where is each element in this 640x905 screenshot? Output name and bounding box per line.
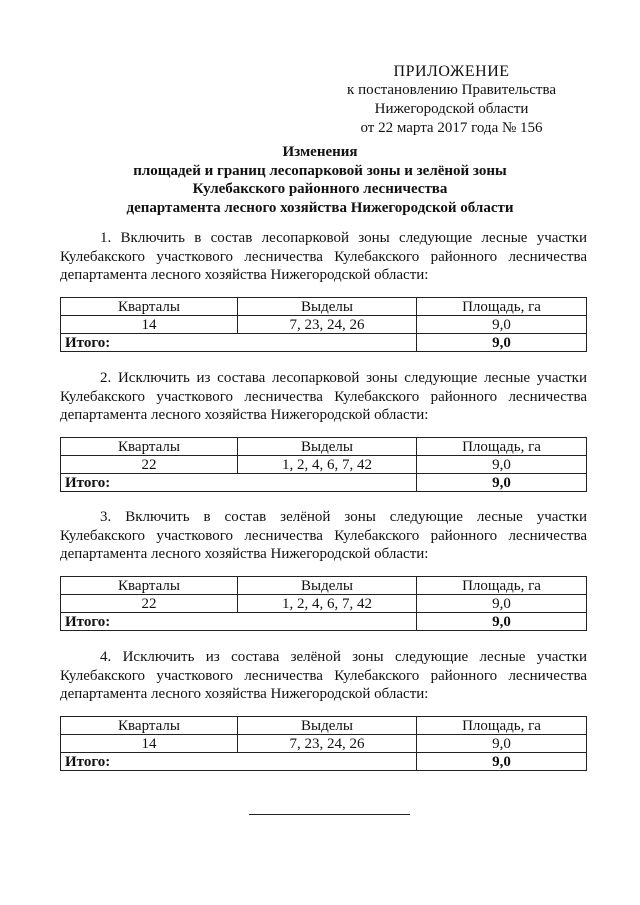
section-2-table xyxy=(60,437,587,492)
table-header-row xyxy=(61,298,587,316)
appendix-line: к постановлению Правительства xyxy=(347,82,556,98)
appendix-heading: ПРИЛОЖЕНИЕ xyxy=(393,63,510,80)
title-line: Изменения xyxy=(282,144,358,160)
header-cell: Выделы xyxy=(238,577,417,595)
table-total-row xyxy=(61,613,587,631)
appendix-line: Нижегородской области xyxy=(374,101,529,117)
total-value: 9,0 xyxy=(417,334,587,352)
total-label: Итого: xyxy=(61,753,417,771)
appendix-block xyxy=(347,62,556,138)
table-cell: 22 xyxy=(61,456,238,474)
header-cell: Выделы xyxy=(238,298,417,316)
section-text: 3. Включить в состав зелёной зоны следующие лесные участки Кулебакского участкового лесничества Кулебакского районного лесничества департамента лесного хозяйства Нижегородской области: xyxy=(60,509,587,562)
header-cell: Площадь, га xyxy=(417,717,587,735)
table-cell: 9,0 xyxy=(417,316,587,334)
table-cell: 9,0 xyxy=(417,735,587,753)
table-header-row xyxy=(61,577,587,595)
table-cell: 14 xyxy=(61,316,238,334)
header-cell: Площадь, га xyxy=(417,298,587,316)
title-line: Кулебакского районного лесничества xyxy=(192,181,448,197)
total-label: Итого: xyxy=(61,474,417,492)
table-cell: 1, 2, 4, 6, 7, 42 xyxy=(238,456,417,474)
table-total-row xyxy=(61,753,587,771)
table-header-row xyxy=(61,438,587,456)
header-cell: Площадь, га xyxy=(417,577,587,595)
document-title xyxy=(60,143,580,217)
section-text: 1. Включить в состав лесопарковой зоны следующие лесные участки Кулебакского участкового лесничества Кулебакского районного лесничества департамента лесного хозяйства Нижегородской области: xyxy=(60,230,587,283)
table-cell: 1, 2, 4, 6, 7, 42 xyxy=(238,595,417,613)
table-header-row xyxy=(61,717,587,735)
table-cell: 22 xyxy=(61,595,238,613)
total-label: Итого: xyxy=(61,334,417,352)
table-cell: 14 xyxy=(61,735,238,753)
title-line: площадей и границ лесопарковой зоны и зелёной зоны xyxy=(133,162,507,179)
header-cell: Площадь, га xyxy=(417,438,587,456)
section-3 xyxy=(60,508,587,564)
section-text: 4. Исключить из состава зелёной зоны следующие лесные участки Кулебакского участкового лесничества Кулебакского районного лесничества департамента лесного хозяйства Нижегородской области: xyxy=(60,649,587,702)
total-value: 9,0 xyxy=(417,613,587,631)
closing-rule xyxy=(249,814,410,815)
header-cell: Кварталы xyxy=(61,298,238,316)
section-text: 2. Исключить из состава лесопарковой зоны следующие лесные участки Кулебакского участкового лесничества Кулебакского районного лесничества департамента лесного хозяйства Нижегородской области: xyxy=(60,370,587,423)
section-4-table xyxy=(60,716,587,771)
table-row xyxy=(61,456,587,474)
table-cell: 9,0 xyxy=(417,595,587,613)
total-value: 9,0 xyxy=(417,753,587,771)
header-cell: Кварталы xyxy=(61,438,238,456)
header-cell: Кварталы xyxy=(61,577,238,595)
table-total-row xyxy=(61,334,587,352)
table-row xyxy=(61,735,587,753)
section-2 xyxy=(60,369,587,425)
header-cell: Кварталы xyxy=(61,717,238,735)
section-1-table xyxy=(60,297,587,352)
section-4 xyxy=(60,648,587,704)
table-cell: 7, 23, 24, 26 xyxy=(238,316,417,334)
table-cell: 9,0 xyxy=(417,456,587,474)
total-value: 9,0 xyxy=(417,474,587,492)
table-row xyxy=(61,316,587,334)
table-cell: 7, 23, 24, 26 xyxy=(238,735,417,753)
appendix-line: от 22 марта 2017 года № 156 xyxy=(360,120,543,136)
header-cell: Выделы xyxy=(238,717,417,735)
title-line: департамента лесного хозяйства Нижегородской области xyxy=(126,199,514,216)
total-label: Итого: xyxy=(61,613,417,631)
table-total-row xyxy=(61,474,587,492)
section-3-table xyxy=(60,576,587,631)
section-1 xyxy=(60,229,587,285)
header-cell: Выделы xyxy=(238,438,417,456)
table-row xyxy=(61,595,587,613)
